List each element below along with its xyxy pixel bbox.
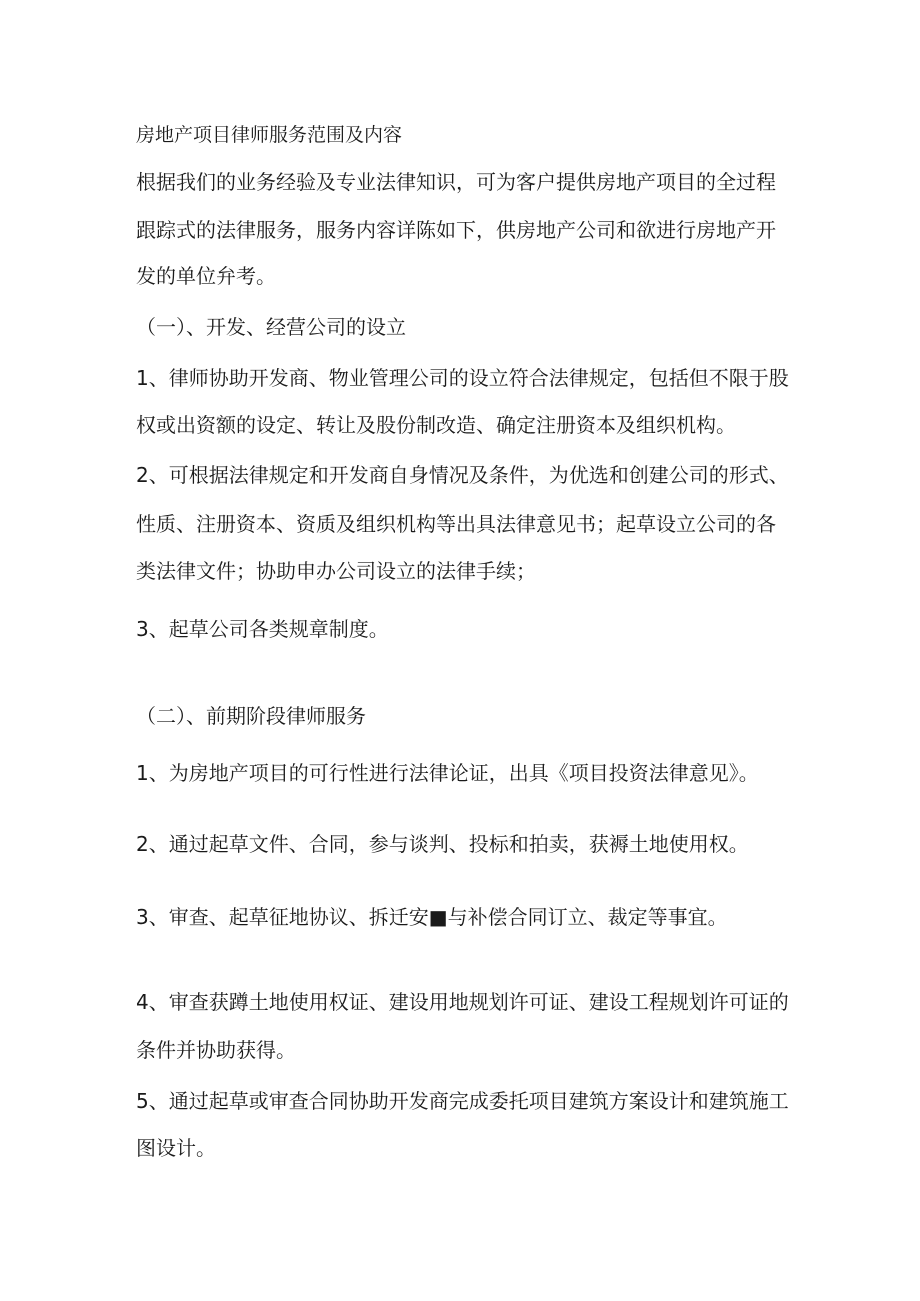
paragraph-line: 图设计。 — [136, 1136, 216, 1160]
intro-line-3: 发的单位弁考。 — [136, 264, 276, 288]
paragraph-line: 2、可根据法律规定和开发商自身情况及条件，为优选和创建公司的形式、 — [136, 463, 789, 487]
paragraph-line: 权或出资额的设定、转让及股份制改造、确定注册资本及组织机构。 — [136, 413, 736, 437]
paragraph-line: 3、起草公司各类规章制度。 — [136, 617, 389, 641]
paragraph-line: 5、通过起草或审查合同协助开发商完成委托项目建筑方案设计和建筑施工 — [136, 1089, 789, 1113]
document-title: 房地产项目律师服务范围及内容 — [136, 124, 403, 146]
section-heading-1: （一）、开发、经营公司的设立 — [136, 315, 406, 339]
intro-line-2: 跟踪式的法律服务，服务内容详陈如下，供房地产公司和欲进行房地产开 — [136, 218, 776, 242]
paragraph-line: 条件并协助获得。 — [136, 1038, 296, 1062]
paragraph-line: 类法律文件；协助申办公司设立的法律手续； — [136, 559, 536, 583]
paragraph-line: 4、审查获蹲土地使用权证、建设用地规划许可证、建设工程规划许可证的 — [136, 990, 789, 1014]
section-heading-2: （二）、前期阶段律师服务 — [136, 704, 366, 728]
paragraph-line: 1、为房地产项目的可行性进行法律论证，出具《项目投资法律意见》。 — [136, 761, 759, 785]
intro-line-1: 根据我们的业务经验及专业法律知识，可为客户提供房地产项目的全过程 — [136, 170, 776, 194]
paragraph-line: 2、通过起草文件、合同，参与谈判、投标和拍卖，获褥土地使用权。 — [136, 832, 749, 856]
paragraph-line: 性质、注册资本、资质及组织机构等出具法律意见书；起草设立公司的各 — [136, 512, 776, 536]
paragraph-line: 3、审查、起草征地协议、拆迁安■与补偿合同订立、裁定等事宜。 — [136, 905, 728, 929]
paragraph-line: 1、律师协助开发商、物业管理公司的设立符合法律规定，包括但不限于股 — [136, 366, 789, 390]
